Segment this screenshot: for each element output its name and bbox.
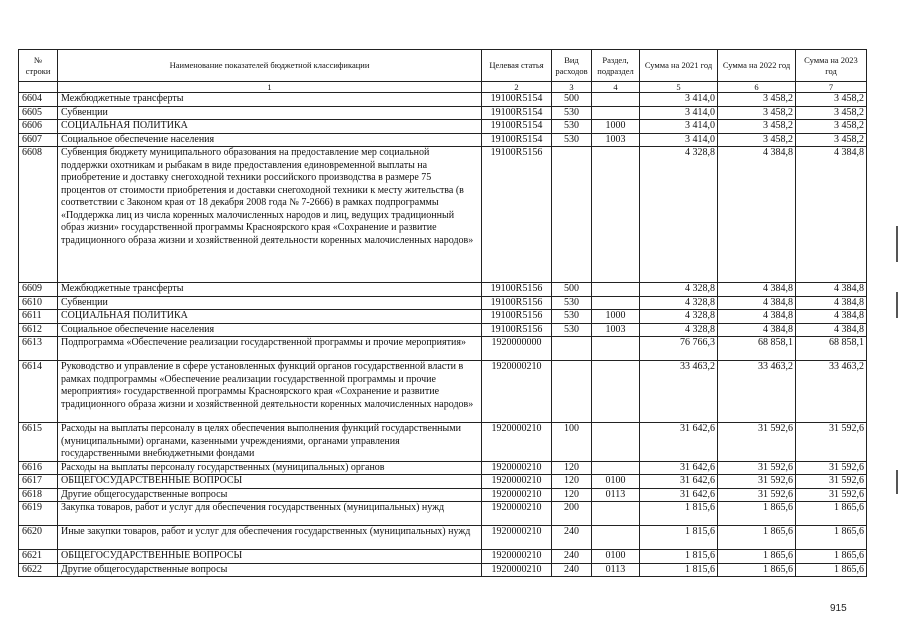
section-subsection-cell: 1003 bbox=[592, 323, 640, 337]
scan-edge-mark bbox=[896, 470, 898, 494]
target-article-cell: 1920000210 bbox=[482, 550, 552, 564]
row-number-cell: 6608 bbox=[19, 147, 58, 283]
row-number-cell: 6609 bbox=[19, 283, 58, 297]
expense-kind-cell: 240 bbox=[552, 563, 592, 577]
row-number-cell: 6619 bbox=[19, 502, 58, 526]
sum-2022-cell: 31 592,6 bbox=[718, 488, 796, 502]
row-number-cell: 6620 bbox=[19, 526, 58, 550]
indicator-name-cell: СОЦИАЛЬНАЯ ПОЛИТИКА bbox=[58, 310, 482, 324]
expense-kind-cell: 530 bbox=[552, 133, 592, 147]
section-subsection-cell bbox=[592, 93, 640, 107]
target-article-cell: 19100R5156 bbox=[482, 310, 552, 324]
target-article-cell: 1920000210 bbox=[482, 423, 552, 462]
indicator-name-cell: ОБЩЕГОСУДАРСТВЕННЫЕ ВОПРОСЫ bbox=[58, 475, 482, 489]
target-article-cell: 19100R5156 bbox=[482, 147, 552, 283]
page-number: 915 bbox=[830, 603, 847, 614]
sum-2022-cell: 3 458,2 bbox=[718, 133, 796, 147]
row-number-cell: 6607 bbox=[19, 133, 58, 147]
expense-kind-cell: 200 bbox=[552, 502, 592, 526]
table-row bbox=[19, 550, 867, 564]
sum-2021-cell: 3 414,0 bbox=[640, 133, 718, 147]
expense-kind-cell bbox=[552, 337, 592, 361]
column-number: 6 bbox=[718, 82, 796, 93]
row-number-cell: 6622 bbox=[19, 563, 58, 577]
budget-table bbox=[18, 49, 867, 577]
table-row bbox=[19, 106, 867, 120]
sum-2023-cell: 4 384,8 bbox=[796, 323, 867, 337]
indicator-name-cell: СОЦИАЛЬНАЯ ПОЛИТИКА bbox=[58, 120, 482, 134]
sum-2021-cell: 1 815,6 bbox=[640, 563, 718, 577]
indicator-name-cell: Субвенции bbox=[58, 296, 482, 310]
row-number-cell: 6611 bbox=[19, 310, 58, 324]
section-subsection-cell bbox=[592, 283, 640, 297]
sum-2021-cell: 3 414,0 bbox=[640, 120, 718, 134]
sum-2022-cell: 3 458,2 bbox=[718, 120, 796, 134]
table-row bbox=[19, 488, 867, 502]
expense-kind-cell: 240 bbox=[552, 550, 592, 564]
sum-2022-cell: 3 458,2 bbox=[718, 106, 796, 120]
header-target-article: Целевая статья bbox=[482, 50, 552, 82]
expense-kind-cell: 500 bbox=[552, 93, 592, 107]
header-section: Раздел, подраздел bbox=[592, 50, 640, 82]
expense-kind-cell bbox=[552, 147, 592, 283]
target-article-cell: 1920000210 bbox=[482, 488, 552, 502]
indicator-name-cell: ОБЩЕГОСУДАРСТВЕННЫЕ ВОПРОСЫ bbox=[58, 550, 482, 564]
sum-2023-cell: 68 858,1 bbox=[796, 337, 867, 361]
header-expense-kind: Вид расходов bbox=[552, 50, 592, 82]
sum-2023-cell: 3 458,2 bbox=[796, 93, 867, 107]
target-article-cell: 19100R5156 bbox=[482, 283, 552, 297]
sum-2022-cell: 68 858,1 bbox=[718, 337, 796, 361]
table-row bbox=[19, 526, 867, 550]
column-number: 2 bbox=[482, 82, 552, 93]
sum-2022-cell: 4 384,8 bbox=[718, 283, 796, 297]
indicator-name-cell: Закупка товаров, работ и услуг для обеспечения государственных (муниципальных) нужд bbox=[58, 502, 482, 526]
sum-2022-cell: 31 592,6 bbox=[718, 423, 796, 462]
sum-2021-cell: 33 463,2 bbox=[640, 361, 718, 423]
expense-kind-cell: 100 bbox=[552, 423, 592, 462]
indicator-name-cell: Расходы на выплаты персоналу государственных (муниципальных) органов bbox=[58, 461, 482, 475]
sum-2023-cell: 31 592,6 bbox=[796, 488, 867, 502]
sum-2021-cell: 31 642,6 bbox=[640, 475, 718, 489]
section-subsection-cell: 0100 bbox=[592, 475, 640, 489]
sum-2022-cell: 4 384,8 bbox=[718, 296, 796, 310]
table-row bbox=[19, 337, 867, 361]
sum-2021-cell: 3 414,0 bbox=[640, 106, 718, 120]
sum-2021-cell: 1 815,6 bbox=[640, 502, 718, 526]
indicator-name-cell: Субвенции bbox=[58, 106, 482, 120]
table-row bbox=[19, 502, 867, 526]
column-number: 4 bbox=[592, 82, 640, 93]
expense-kind-cell: 500 bbox=[552, 283, 592, 297]
sum-2022-cell: 4 384,8 bbox=[718, 310, 796, 324]
section-subsection-cell bbox=[592, 461, 640, 475]
target-article-cell: 1920000210 bbox=[482, 502, 552, 526]
indicator-name-cell: Руководство и управление в сфере установленных функций органов государственной власти в рамках подпрограммы «Обеспечение реализации государственной программы и прочие мероприятия» государственной программы Красноярского края «Сохранение и развитие традиционного образа жизни и хозяйственной деятельности коренных малочисленных народов» bbox=[58, 361, 482, 423]
sum-2021-cell: 1 815,6 bbox=[640, 526, 718, 550]
table-row bbox=[19, 133, 867, 147]
table-row bbox=[19, 361, 867, 423]
sum-2021-cell: 31 642,6 bbox=[640, 461, 718, 475]
row-number-cell: 6613 bbox=[19, 337, 58, 361]
expense-kind-cell: 530 bbox=[552, 310, 592, 324]
expense-kind-cell: 240 bbox=[552, 526, 592, 550]
target-article-cell: 19100R5154 bbox=[482, 93, 552, 107]
sum-2022-cell: 1 865,6 bbox=[718, 502, 796, 526]
column-number: 3 bbox=[552, 82, 592, 93]
header-sum-2022: Сумма на 2022 год bbox=[718, 50, 796, 82]
sum-2023-cell: 31 592,6 bbox=[796, 475, 867, 489]
header-row bbox=[19, 50, 867, 82]
sum-2022-cell: 31 592,6 bbox=[718, 461, 796, 475]
expense-kind-cell: 120 bbox=[552, 461, 592, 475]
indicator-name-cell: Подпрограмма «Обеспечение реализации государственной программы и прочие мероприятия» bbox=[58, 337, 482, 361]
target-article-cell: 1920000210 bbox=[482, 461, 552, 475]
sum-2022-cell: 33 463,2 bbox=[718, 361, 796, 423]
indicator-name-cell: Расходы на выплаты персоналу в целях обеспечения выполнения функций государственными (муниципальными) органами, казенными учреждениями, органами управления государственными внебюджетными фондами bbox=[58, 423, 482, 462]
column-number: 7 bbox=[796, 82, 867, 93]
indicator-name-cell: Другие общегосударственные вопросы bbox=[58, 563, 482, 577]
expense-kind-cell bbox=[552, 361, 592, 423]
expense-kind-cell: 120 bbox=[552, 488, 592, 502]
sum-2021-cell: 31 642,6 bbox=[640, 488, 718, 502]
indicator-name-cell: Межбюджетные трансферты bbox=[58, 93, 482, 107]
target-article-cell: 1920000210 bbox=[482, 475, 552, 489]
scan-edge-mark bbox=[896, 292, 898, 318]
target-article-cell: 1920000210 bbox=[482, 526, 552, 550]
expense-kind-cell: 530 bbox=[552, 323, 592, 337]
sum-2023-cell: 4 384,8 bbox=[796, 296, 867, 310]
indicator-name-cell: Иные закупки товаров, работ и услуг для обеспечения государственных (муниципальных) нужд bbox=[58, 526, 482, 550]
indicator-name-cell: Другие общегосударственные вопросы bbox=[58, 488, 482, 502]
section-subsection-cell bbox=[592, 423, 640, 462]
column-number bbox=[19, 82, 58, 93]
row-number-cell: 6621 bbox=[19, 550, 58, 564]
target-article-cell: 19100R5154 bbox=[482, 120, 552, 134]
table-row bbox=[19, 423, 867, 462]
table-row bbox=[19, 120, 867, 134]
sum-2021-cell: 4 328,8 bbox=[640, 310, 718, 324]
scan-edge-mark bbox=[896, 226, 898, 262]
table-row bbox=[19, 461, 867, 475]
sum-2023-cell: 3 458,2 bbox=[796, 133, 867, 147]
sum-2022-cell: 4 384,8 bbox=[718, 323, 796, 337]
table-row bbox=[19, 563, 867, 577]
indicator-name-cell: Субвенция бюджету муниципального образования на предоставление мер социальной поддержки охотникам и рыбакам в виде предоставления единовременной выплаты на приобретение и доставку снегоходной техники российского производства в размере 75 процентов от стоимости приобретения и доставки снегоходной техники к месту жительства (в соответствии с Законом края от 18 декабря 2008 года № 7-2666) в рамках подпрограммы «Поддержка лиц из числа коренных малочисленных народов и лиц, ведущих традиционный образ жизни» государственной программы Красноярского края «Сохранение и развитие традиционного образа жизни и хозяйственной деятельности коренных малочисленных народов» bbox=[58, 147, 482, 283]
table-row bbox=[19, 323, 867, 337]
section-subsection-cell bbox=[592, 147, 640, 283]
sum-2023-cell: 4 384,8 bbox=[796, 310, 867, 324]
row-number-cell: 6618 bbox=[19, 488, 58, 502]
section-subsection-cell: 1000 bbox=[592, 120, 640, 134]
target-article-cell: 1920000210 bbox=[482, 563, 552, 577]
target-article-cell: 19100R5156 bbox=[482, 323, 552, 337]
section-subsection-cell bbox=[592, 337, 640, 361]
row-number-cell: 6612 bbox=[19, 323, 58, 337]
sum-2023-cell: 31 592,6 bbox=[796, 461, 867, 475]
sum-2022-cell: 1 865,6 bbox=[718, 563, 796, 577]
row-number-cell: 6616 bbox=[19, 461, 58, 475]
expense-kind-cell: 530 bbox=[552, 296, 592, 310]
row-number-cell: 6605 bbox=[19, 106, 58, 120]
sum-2021-cell: 4 328,8 bbox=[640, 147, 718, 283]
sum-2023-cell: 3 458,2 bbox=[796, 106, 867, 120]
row-number-cell: 6617 bbox=[19, 475, 58, 489]
section-subsection-cell: 0113 bbox=[592, 488, 640, 502]
table-row bbox=[19, 93, 867, 107]
expense-kind-cell: 530 bbox=[552, 120, 592, 134]
target-article-cell: 19100R5154 bbox=[482, 106, 552, 120]
sum-2022-cell: 1 865,6 bbox=[718, 550, 796, 564]
sum-2023-cell: 4 384,8 bbox=[796, 283, 867, 297]
section-subsection-cell: 1003 bbox=[592, 133, 640, 147]
row-number-cell: 6615 bbox=[19, 423, 58, 462]
table-row bbox=[19, 310, 867, 324]
table-row bbox=[19, 475, 867, 489]
row-number-cell: 6604 bbox=[19, 93, 58, 107]
sum-2023-cell: 1 865,6 bbox=[796, 550, 867, 564]
target-article-cell: 1920000210 bbox=[482, 361, 552, 423]
indicator-name-cell: Социальное обеспечение населения bbox=[58, 133, 482, 147]
section-subsection-cell: 0113 bbox=[592, 563, 640, 577]
row-number-cell: 6610 bbox=[19, 296, 58, 310]
sum-2021-cell: 4 328,8 bbox=[640, 283, 718, 297]
expense-kind-cell: 120 bbox=[552, 475, 592, 489]
sum-2021-cell: 31 642,6 bbox=[640, 423, 718, 462]
table-row bbox=[19, 283, 867, 297]
indicator-name-cell: Межбюджетные трансферты bbox=[58, 283, 482, 297]
section-subsection-cell bbox=[592, 296, 640, 310]
sum-2021-cell: 3 414,0 bbox=[640, 93, 718, 107]
section-subsection-cell bbox=[592, 361, 640, 423]
column-number-row bbox=[19, 82, 867, 93]
sum-2022-cell: 4 384,8 bbox=[718, 147, 796, 283]
table-body bbox=[19, 93, 867, 577]
column-number: 1 bbox=[58, 82, 482, 93]
sum-2021-cell: 4 328,8 bbox=[640, 296, 718, 310]
sum-2023-cell: 3 458,2 bbox=[796, 120, 867, 134]
sum-2021-cell: 76 766,3 bbox=[640, 337, 718, 361]
sum-2023-cell: 1 865,6 bbox=[796, 502, 867, 526]
sum-2022-cell: 1 865,6 bbox=[718, 526, 796, 550]
sum-2021-cell: 1 815,6 bbox=[640, 550, 718, 564]
section-subsection-cell bbox=[592, 502, 640, 526]
header-sum-2021: Сумма на 2021 год bbox=[640, 50, 718, 82]
table-row bbox=[19, 147, 867, 283]
sum-2023-cell: 33 463,2 bbox=[796, 361, 867, 423]
section-subsection-cell: 0100 bbox=[592, 550, 640, 564]
sum-2023-cell: 31 592,6 bbox=[796, 423, 867, 462]
table-row bbox=[19, 296, 867, 310]
column-number: 5 bbox=[640, 82, 718, 93]
row-number-cell: 6614 bbox=[19, 361, 58, 423]
header-sum-2023: Сумма на 2023 год bbox=[796, 50, 867, 82]
target-article-cell: 19100R5156 bbox=[482, 296, 552, 310]
sum-2023-cell: 1 865,6 bbox=[796, 526, 867, 550]
target-article-cell: 19100R5154 bbox=[482, 133, 552, 147]
sum-2021-cell: 4 328,8 bbox=[640, 323, 718, 337]
target-article-cell: 1920000000 bbox=[482, 337, 552, 361]
header-row-number: № строки bbox=[19, 50, 58, 82]
sum-2023-cell: 1 865,6 bbox=[796, 563, 867, 577]
sum-2023-cell: 4 384,8 bbox=[796, 147, 867, 283]
expense-kind-cell: 530 bbox=[552, 106, 592, 120]
sum-2022-cell: 3 458,2 bbox=[718, 93, 796, 107]
section-subsection-cell bbox=[592, 526, 640, 550]
header-name: Наименование показателей бюджетной классификации bbox=[58, 50, 482, 82]
indicator-name-cell: Социальное обеспечение населения bbox=[58, 323, 482, 337]
row-number-cell: 6606 bbox=[19, 120, 58, 134]
section-subsection-cell: 1000 bbox=[592, 310, 640, 324]
sum-2022-cell: 31 592,6 bbox=[718, 475, 796, 489]
section-subsection-cell bbox=[592, 106, 640, 120]
